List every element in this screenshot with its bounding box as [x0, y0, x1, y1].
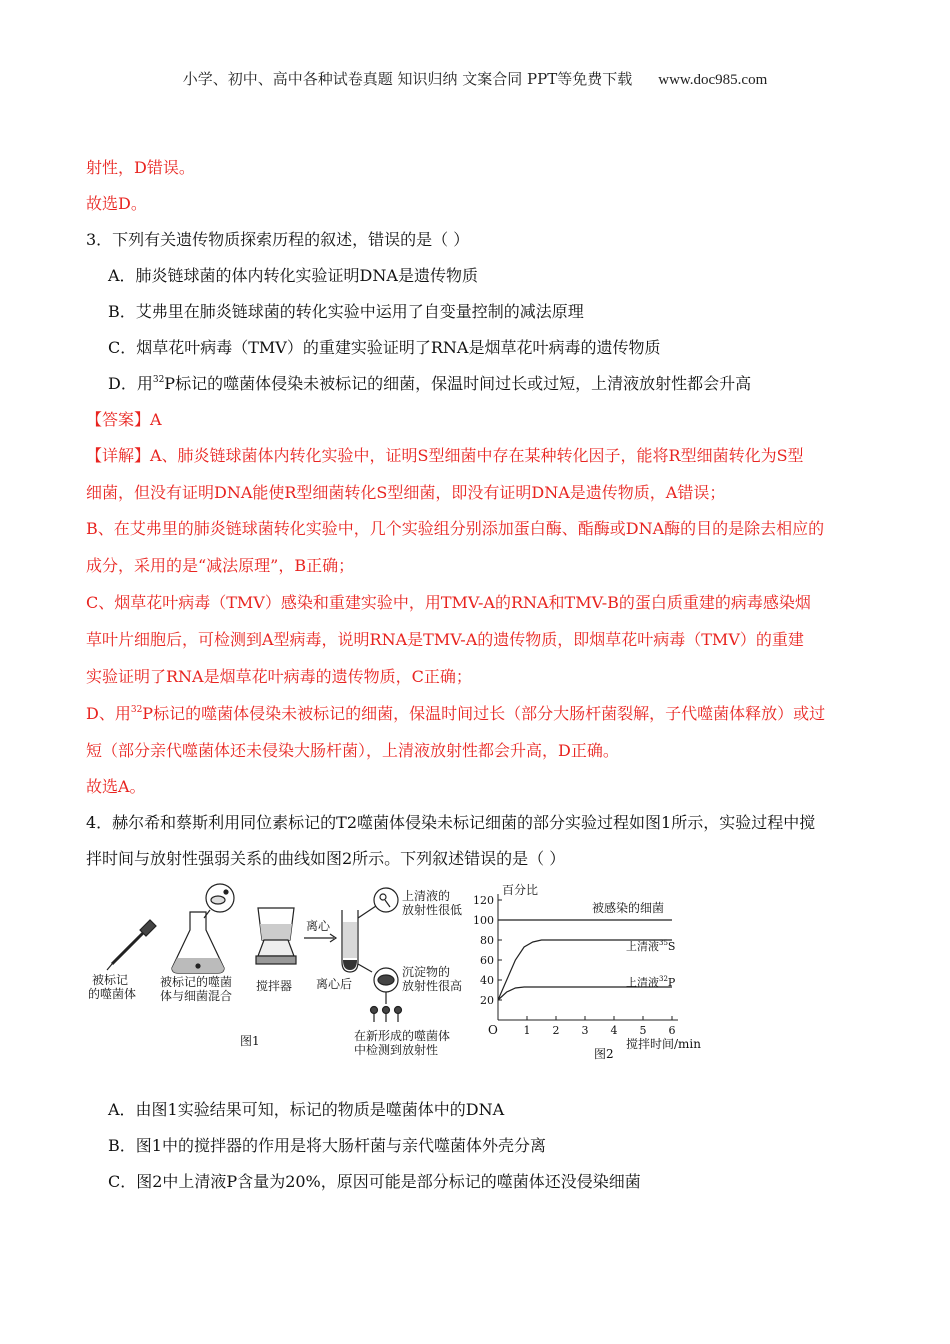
blender-icon	[256, 908, 296, 964]
x-tick-label: 3	[581, 1024, 589, 1037]
series-label-s35: 上清液$^{35}$S	[626, 939, 676, 953]
page-header	[0, 68, 950, 89]
arrow-right-icon	[304, 934, 336, 942]
explanation-line: 草叶片细胞后，可检测到A型病毒，说明RNA是TMV-A的遗传物质，即烟草花叶病毒（TMV）的重建	[86, 630, 804, 649]
label-supernatant: 上清液的	[402, 889, 451, 903]
test-tube-icon	[342, 910, 358, 972]
explanation-line: 短（部分亲代噬菌体还未侵染大肠杆菌），上清液放射性都会升高，D正确。	[86, 741, 619, 760]
figure-2-caption: 图2	[594, 1047, 614, 1061]
isotope-superscript: 32	[152, 375, 165, 385]
question-4-option-c: C．图2中上清液P含量为20%，原因可能是部分标记的噬菌体还没侵染细菌	[108, 1172, 641, 1191]
label-mix: 体与细菌混合	[160, 989, 233, 1003]
chart-origin: O	[488, 1023, 498, 1037]
flask-icon	[172, 912, 224, 973]
explanation-line: 实验证明了RNA是烟草花叶病毒的遗传物质，C正确；	[86, 667, 472, 686]
question-3-stem: 3．下列有关遗传物质探索历程的叙述，错误的是（ ）	[86, 230, 470, 249]
x-tick-label: 4	[610, 1024, 618, 1037]
series-label-infected-bacteria: 被感染的细菌	[592, 901, 665, 915]
y-tick-label: 40	[480, 974, 494, 987]
label-phage: 被标记	[92, 973, 129, 987]
figure-1-caption: 图1	[240, 1034, 260, 1048]
x-tick-label: 1	[523, 1024, 531, 1037]
series-label-p32: 上清液$^{32}$P	[626, 975, 676, 989]
explanation-line: C、烟草花叶病毒（TMV）感染和重建实验中，用TMV-A的RNA和TMV-B的蛋白质重建的病毒感染烟	[86, 593, 811, 612]
label-sediment: 沉淀物的	[402, 965, 451, 979]
label-centrifuge: 离心	[306, 919, 331, 933]
y-tick-label: 80	[480, 934, 494, 947]
option-d-prefix: D．用	[108, 374, 153, 393]
figure-1-labels	[88, 888, 462, 1057]
isotope-superscript: 32	[130, 705, 143, 715]
figure-1-diagram	[107, 884, 402, 1022]
label-mixer: 搅拌器	[256, 979, 293, 993]
explanation-line: 成分，采用的是“减法原理”，B正确；	[86, 556, 355, 575]
question-4-option-b: B．图1中的搅拌器的作用是将大肠杆菌与亲代噬菌体外壳分离	[108, 1136, 546, 1155]
figure-svg	[80, 880, 720, 1070]
question-3-answer: 【答案】A	[86, 410, 162, 429]
y-tick-label: 120	[473, 894, 494, 907]
header-text: 小学、初中、高中各种试卷真题 知识归纳 文案合同 PPT等免费下载	[182, 70, 633, 88]
explanation-prefix: D、用	[86, 704, 131, 723]
question-4-option-a: A．由图1实验结果可知，标记的物质是噬菌体中的DNA	[108, 1100, 505, 1119]
label-after-centrifuge: 离心后	[316, 977, 353, 991]
question-3-option-b: B．艾弗里在肺炎链球菌的转化实验中运用了自变量控制的减法原理	[108, 302, 584, 321]
option-d-text: P标记的噬菌体侵染未被标记的细菌，保温时间过长或过短，上清液放射性都会升高	[164, 374, 752, 393]
label-sediment: 放射性很高	[402, 979, 463, 993]
question-3-conclusion: 故选A。	[86, 777, 146, 796]
prev-explanation-tail: 射性，D错误。	[86, 158, 195, 177]
figure-area	[80, 880, 720, 1070]
explanation-text: P标记的噬菌体侵染未被标记的细菌，保温时间过长（部分大肠杆菌裂解，子代噬菌体释放）或过	[142, 704, 826, 723]
explanation-line: B、在艾弗里的肺炎链球菌转化实验中，几个实验组分别添加蛋白酶、酯酶或DNA酶的目的是除去相应的	[86, 519, 825, 538]
prev-conclusion: 故选D。	[86, 194, 147, 213]
question-4-stem: 拌时间与放射性强弱关系的曲线如图2所示。下列叙述错误的是（ ）	[86, 849, 566, 868]
label-new-phage: 在新形成的噬菌体	[354, 1029, 451, 1043]
label-supernatant: 放射性很低	[402, 903, 463, 917]
figure-2-chart	[473, 882, 701, 1061]
sediment-zoom-icon	[374, 968, 398, 992]
y-axis-label: 百分比	[502, 883, 539, 897]
x-tick-label: 6	[668, 1024, 676, 1037]
question-3-option-c: C．烟草花叶病毒（TMV）的重建实验证明了RNA是烟草花叶病毒的遗传物质	[108, 338, 661, 357]
new-phages-icon	[371, 992, 402, 1022]
supernatant-zoom-icon	[374, 888, 398, 912]
explanation-line: 细菌，但没有证明DNA能使R型细菌转化S型细菌，即没有证明DNA是遗传物质，A错误；	[86, 483, 726, 502]
phage-bacteria-zoom-icon	[204, 884, 234, 918]
question-4-stem: 4．赫尔希和蔡斯利用同位素标记的T2噬菌体侵染未标记细菌的部分实验过程如图1所示，实验过程中搅	[86, 813, 816, 832]
label-mix: 被标记的噬菌	[160, 975, 233, 989]
label-phage: 的噬菌体	[88, 987, 137, 1001]
label-new-phage: 中检测到放射性	[354, 1043, 439, 1057]
y-tick-label: 20	[480, 994, 494, 1007]
y-tick-label: 100	[473, 914, 494, 927]
explanation-line: 【详解】A、肺炎链球菌体内转化实验中，证明S型细菌中存在某种转化因子，能将R型细菌转化为S型	[86, 446, 804, 465]
chart-tick-labels	[473, 894, 676, 1037]
header-site-link[interactable]: www.doc985.com	[658, 72, 768, 88]
x-axis-label: 搅拌时间/min	[626, 1037, 701, 1051]
question-3-option-a: A．肺炎链球菌的体内转化实验证明DNA是遗传物质	[108, 266, 478, 285]
x-tick-label: 2	[552, 1024, 560, 1037]
y-tick-label: 60	[480, 954, 494, 967]
explanation-line	[86, 704, 825, 724]
x-tick-label: 5	[639, 1024, 647, 1037]
phage-dropper-icon	[107, 920, 156, 970]
question-3-option-d	[108, 374, 751, 394]
